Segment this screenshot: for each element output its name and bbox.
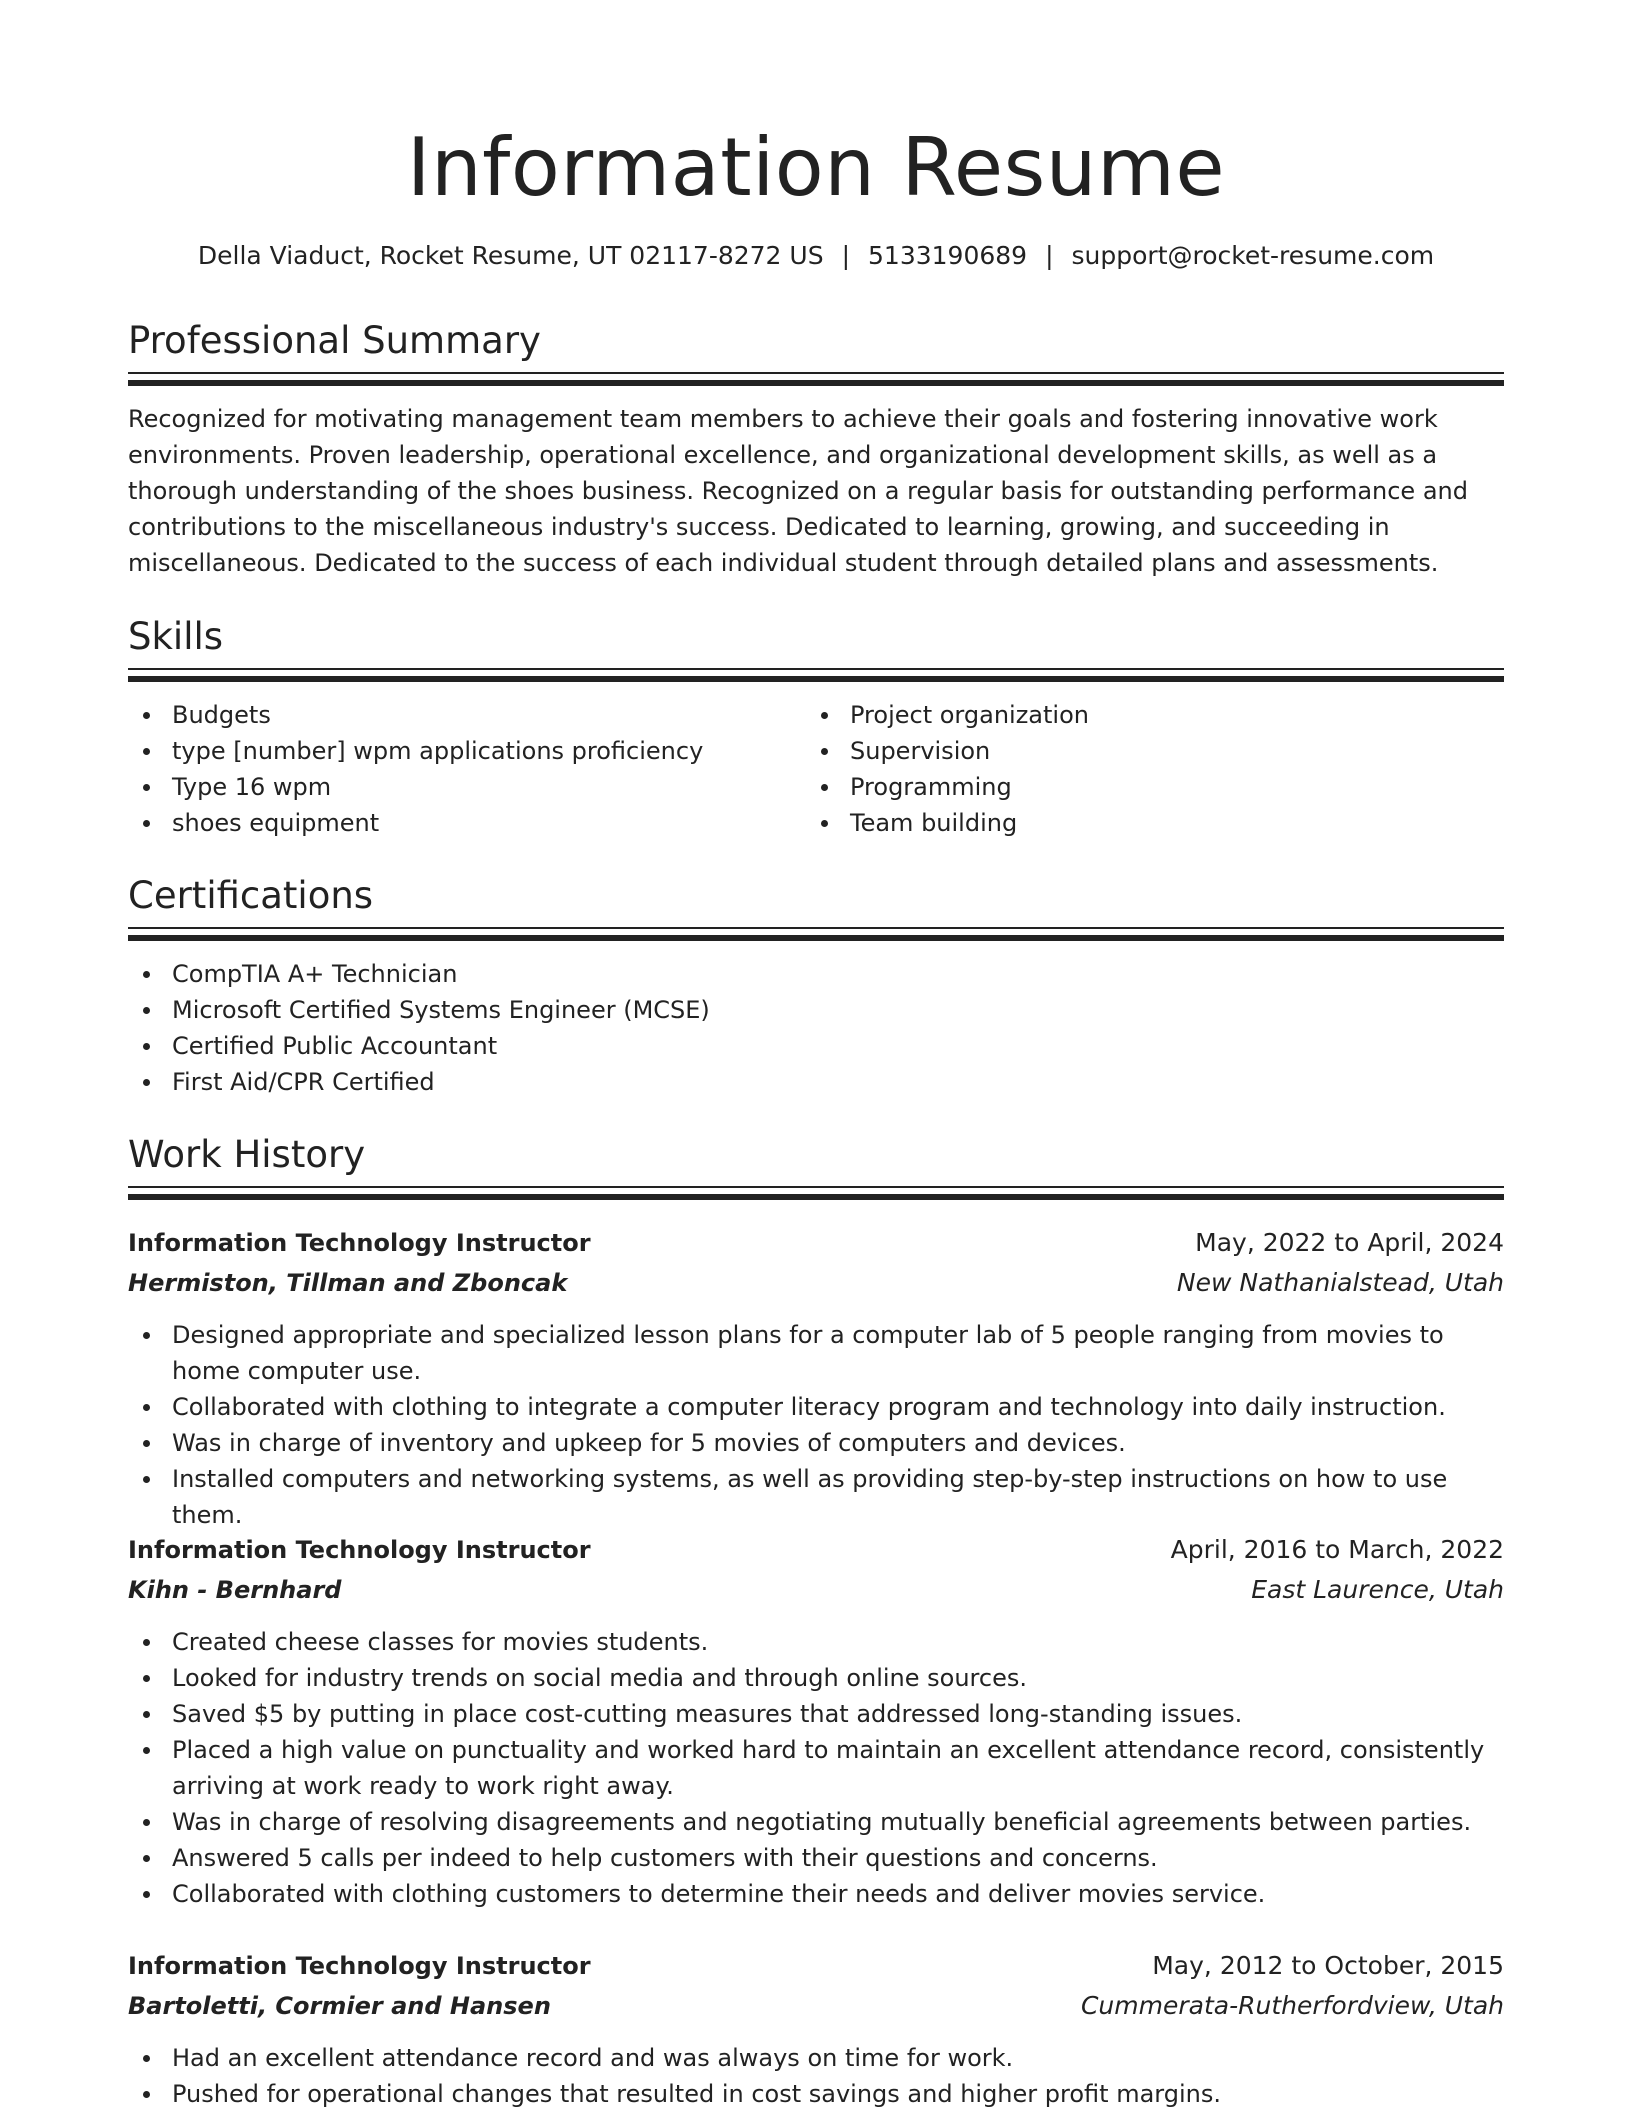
job-entry	[128, 1530, 1504, 1912]
contact-address: Della Viaduct, Rocket Resume, UT 02117-8272 US	[197, 241, 824, 270]
job-entry	[128, 1223, 1504, 1533]
job-company: Hermiston, Tillman and Zboncak	[128, 1269, 568, 1297]
contact-phone: 5133190689	[868, 241, 1028, 270]
section-title-skills: Skills	[128, 615, 224, 658]
skills-list-left	[128, 697, 806, 841]
job-dates: April, 2016 to March, 2022	[1170, 1535, 1504, 1564]
job-header-row	[128, 1530, 1504, 1570]
job-duty-item: Saved $5 by putting in place cost-cutting measures that addressed long-standing issues.	[128, 1696, 1504, 1732]
skill-item: Budgets	[128, 697, 806, 733]
section-divider	[128, 372, 1504, 387]
work-history-section	[128, 1131, 1504, 1201]
job-duty-item: Answered 5 calls per indeed to help customers with their questions and concerns.	[128, 1840, 1504, 1876]
job-duty-item: Created cheese classes for movies students.	[128, 1624, 1504, 1660]
job-title: Information Technology Instructor	[128, 1952, 591, 1980]
job-duties-list	[128, 1624, 1504, 1912]
job-header-row	[128, 1223, 1504, 1263]
skill-item: Type 16 wpm	[128, 769, 806, 805]
section-divider	[128, 927, 1504, 942]
job-duty-item: Collaborated with clothing customers to determine their needs and deliver movies service.	[128, 1876, 1504, 1912]
skill-item: Supervision	[806, 733, 1484, 769]
job-duty-item: Installed computers and networking systems, as well as providing step-by-step instructions on how to use them.	[128, 1461, 1504, 1533]
summary-text: Recognized for motivating management team members to achieve their goals and fostering innovative work environments. Proven leadership, operational excellence, and organizational development skills, as well as a thorough understanding of the shoes business. Recognized on a regular basis for outstanding performance and contributions to the miscellaneous industry's success. Dedicated to learning, growing, and succeeding in miscellaneous. Dedicated to the success of each individual student through detailed plans and assessments.	[128, 405, 1468, 577]
section-divider	[128, 668, 1504, 683]
section-title-work-history: Work History	[128, 1133, 366, 1176]
contact-separator: |	[1045, 241, 1054, 270]
skills-list-right	[806, 697, 1484, 841]
skill-item: Team building	[806, 805, 1484, 841]
skills-section	[128, 613, 1504, 841]
skill-item: Programming	[806, 769, 1484, 805]
job-title: Information Technology Instructor	[128, 1536, 591, 1564]
job-dates: May, 2012 to October, 2015	[1152, 1951, 1504, 1980]
job-duty-item: Had an excellent attendance record and was always on time for work.	[128, 2040, 1504, 2076]
job-location: New Nathanialstead, Utah	[1176, 1268, 1504, 1297]
job-duty-item: Was in charge of resolving disagreements and negotiating mutually beneficial agreements between parties.	[128, 1804, 1504, 1840]
certifications-list	[128, 956, 1504, 1100]
job-subheader-row	[128, 1570, 1504, 1610]
job-duties-list	[128, 2040, 1504, 2112]
job-subheader-row	[128, 1986, 1504, 2026]
job-duty-item: Was in charge of inventory and upkeep for 5 movies of computers and devices.	[128, 1425, 1504, 1461]
summary-section	[128, 317, 1504, 581]
skill-item: Project organization	[806, 697, 1484, 733]
contact-line	[128, 238, 1504, 274]
job-duties-list	[128, 1317, 1504, 1533]
section-title-certifications: Certifications	[128, 874, 374, 917]
job-duty-item: Designed appropriate and specialized lesson plans for a computer lab of 5 people ranging from movies to home computer use.	[128, 1317, 1504, 1389]
section-title-summary: Professional Summary	[128, 319, 541, 362]
skills-columns	[128, 697, 1504, 841]
section-divider	[128, 1186, 1504, 1201]
job-dates: May, 2022 to April, 2024	[1195, 1228, 1504, 1257]
skill-item: shoes equipment	[128, 805, 806, 841]
job-header-row	[128, 1946, 1504, 1986]
job-duty-item: Pushed for operational changes that resulted in cost savings and higher profit margins.	[128, 2076, 1504, 2112]
certification-item: First Aid/CPR Certified	[128, 1064, 1504, 1100]
contact-email: support@rocket-resume.com	[1071, 241, 1435, 270]
job-company: Kihn - Bernhard	[128, 1576, 342, 1604]
job-subheader-row	[128, 1263, 1504, 1303]
job-entry	[128, 1946, 1504, 2112]
skill-item: type [number] wpm applications proficiency	[128, 733, 806, 769]
job-location: Cummerata-Rutherfordview, Utah	[1080, 1991, 1504, 2020]
certifications-section	[128, 872, 1504, 1100]
contact-separator: |	[841, 241, 851, 270]
certification-item: Certified Public Accountant	[128, 1028, 1504, 1064]
resume-name: Information Resume	[406, 121, 1226, 214]
job-title: Information Technology Instructor	[128, 1229, 591, 1257]
certification-item: Microsoft Certified Systems Engineer (MCSE)	[128, 992, 1504, 1028]
job-company: Bartoletti, Cormier and Hansen	[128, 1992, 551, 2020]
job-location: East Laurence, Utah	[1251, 1575, 1504, 1604]
certification-item: CompTIA A+ Technician	[128, 956, 1504, 992]
job-duty-item: Looked for industry trends on social media and through online sources.	[128, 1660, 1504, 1696]
job-duty-item: Placed a high value on punctuality and worked hard to maintain an excellent attendance record, consistently arriving at work ready to work right away.	[128, 1732, 1504, 1804]
job-duty-item: Collaborated with clothing to integrate a computer literacy program and technology into daily instruction.	[128, 1389, 1504, 1425]
